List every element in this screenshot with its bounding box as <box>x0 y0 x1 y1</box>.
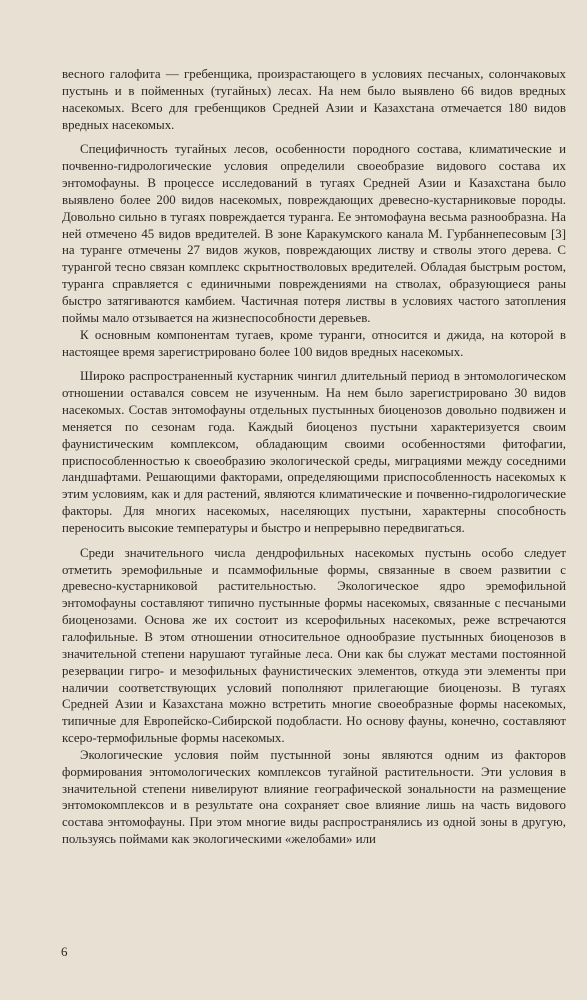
paragraph-gap <box>62 537 566 545</box>
paragraph-6: Экологические условия пойм пустынной зоны являются одним из факторов формирования энтомологических комплексов тугайной растительности. Эти условия в значительной степени нивелируют влияние географической зональности на размещение энтомокомплексов и в результате она сохраняет свое влияние лишь на часть видового состава энтомофауны. При этом многие виды распространялись из одной зоны в другую, пользуясь поймами как экологическими «желобами» или <box>62 747 566 847</box>
page-number: 6 <box>61 944 68 959</box>
paragraph-1: весного галофита — гребенщика, произрастающего в условиях песчаных, солончаковых пустынь и в пойменных (тугайных) лесах. На нем было выявлено 66 видов вредных насекомых. Всего для гребенщиков Средней Азии и Казахстана отмечается 180 видов вредных насекомых. <box>62 67 566 132</box>
paragraph-5: Среди значительного числа дендрофильных насекомых пустынь особо следует отметить эремофильные и псаммофильные формы, связанные в своем развитии с древесно-кустарниковой растительностью. Экологическое ядро эремофильной энтомофауны составляют типично пустынные формы насекомых, связанные с песчаными биоценозами. Основа же их состоит из ксерофильных насекомых, реже встречаются галофильные. В этом отношении относительное однообразие пустынных биоценозов в значительной степени нарушают тугайные леса. Они как бы служат местами постоянной резервации гигро- и мезофильных фаунистических элементов, откуда эти элементы при наличии соответствующих условий пополняют прилегающие биоценозы. В тугаях Средней Азии и Казахстана можно встретить многие своеобразные формы насекомых, типичные для Европейско-Сибирской подобласти. Но основу фауны, конечно, составляют ксеро-термофильные формы насекомых. <box>62 545 566 746</box>
paragraph-gap <box>62 133 566 141</box>
paragraph-3: К основным компонентам тугаев, кроме туранги, относится и джида, на которой в настоящее время зарегистрировано более 100 видов вредных насекомых. <box>62 327 566 359</box>
paragraph-2: Специфичность тугайных лесов, особенности породного состава, климатические и почвенно-гидрологические условия определили своеобразие видового состава их энтомофауны. В процессе исследований в тугаях Средней Азии и Казахстана было выявлено более 200 видов насекомых, повреждающих древесно-кустарниковые породы. Довольно сильно в тугаях повреждается туранга. Ее энтомофауна весьма разнообразна. На ней отмечено 45 видов вредителей. В зоне Каракумского канала М. Гурбаннепесовым [3] на туранге отмечены 27 видов жуков, повреждающих листву и стволы этого дерева. С турангой тесно связан комплекс скрытностволовых вредителей. Обладая быстрым ростом, туранга справляется с единичными повреждениями на стволах, образующиеся раны быстро затягиваются камбием. Частичная потеря листвы в условиях частого затопления поймы мало отзывается на жизнеспособности деревьев. <box>62 142 566 325</box>
paragraph-4: Широко распространенный кустарник чингил длительный период в энтомологическом отношении оставался совсем не изученным. На нем было зарегистрировано 30 видов насекомых. Состав энтомофауны отдельных пустынных биоценозов довольно подвижен и меняется по сезонам года. Каждый биоценоз пустыни характеризуется своим фаунистическим комплексом, обладающим своими особенностями фитофагии, приспособленностью к своеобразию экологической среды, миграциями между соседними ландшафтами. Решающими факторами, определяющими приспособленность насекомых к этим условиям, как и для растений, являются климатические и почвенно-гидрологические факторы. Для многих насекомых, населяющих пустыни, характерны способность переносить высокие температуры и быстро и непрерывно передвигаться. <box>62 369 566 535</box>
paragraph-gap <box>62 360 566 368</box>
page-text-block <box>62 66 566 966</box>
